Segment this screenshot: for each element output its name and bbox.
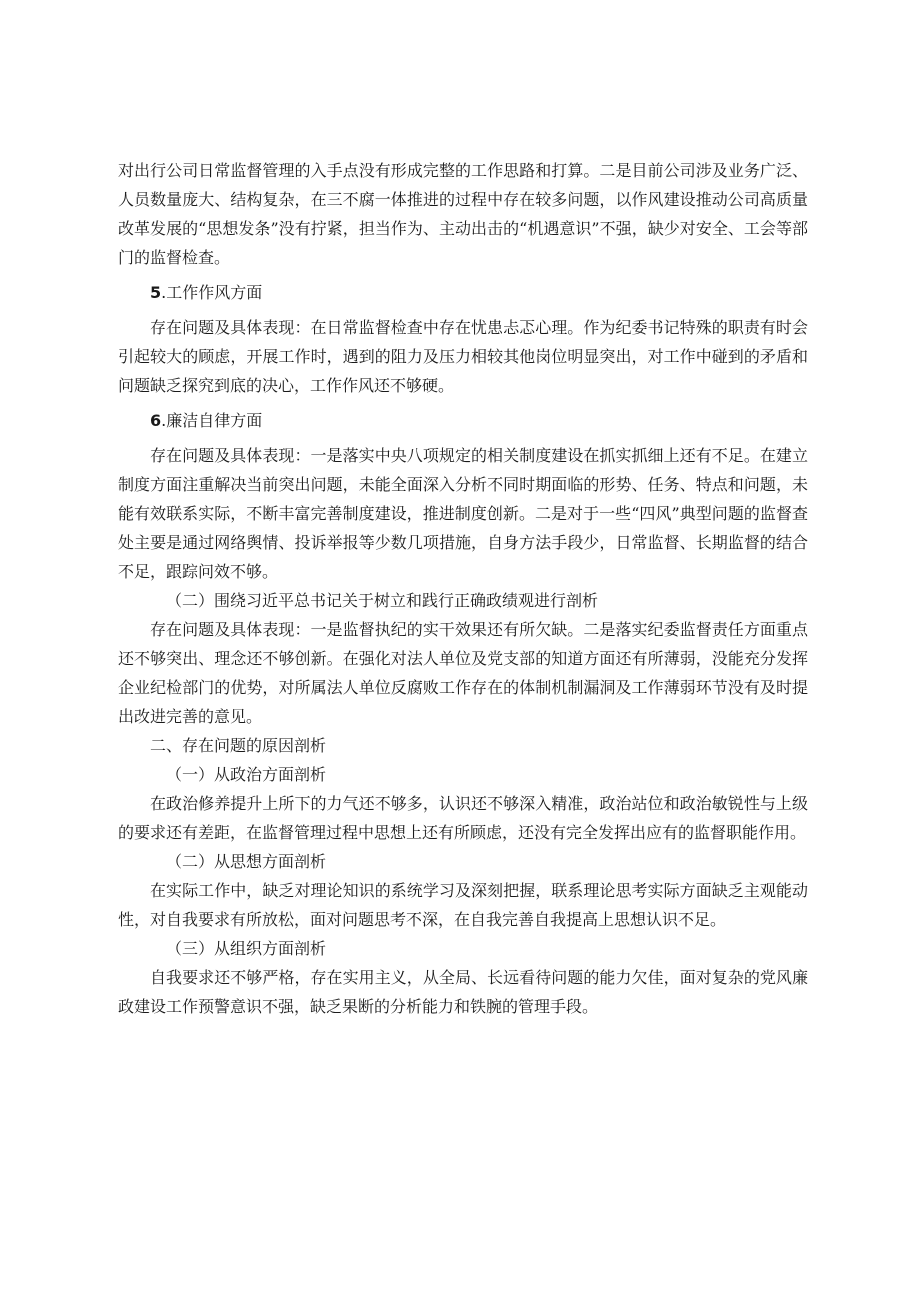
section-heading-causes: 二、存在问题的原因剖析 [150, 736, 327, 755]
heading-text: .廉洁自律方面 [161, 411, 263, 430]
paragraph-integrity: 存在问题及具体表现：一是落实中央八项规定的相关制度建设在抓实抓细上还有不足。在建立制度方面注重解决当前突出问题，未能全面深入分析不同时期面临的形势、任务、特点和问题，未能有效联系实际，不断丰富完善制度建设，推进制度创新。二是对于一些“四风”典型问题的监督查处主要是通过网络舆情、投诉举报等少数几项措施，自身方法手段少，日常监督、长期监督的结合不足，跟踪问效不够。 [118, 446, 808, 581]
subheading-performance-view: （二）围绕习近平总书记关于树立和践行正确政绩观进行剖析 [166, 591, 599, 610]
heading-integrity [118, 406, 808, 435]
paragraph-ideological: 在实际工作中，缺乏对理论知识的系统学习及深刻把握，联系理论思考实际方面缺乏主观能动性，对自我要求有所放松，面对问题思考不深，在自我完善自我提高上思想认识不足。 [118, 881, 808, 929]
document-page [118, 156, 808, 1021]
paragraph-organizational: 自我要求还不够严格，存在实用主义，从全局、长远看待问题的能力欠佳，面对复杂的党风廉政建设工作预警意识不强，缺乏果断的分析能力和铁腕的管理手段。 [118, 968, 808, 1016]
heading-work-style [118, 278, 808, 307]
heading-text: .工作作风方面 [161, 283, 263, 302]
subheading-ideological: （二）从思想方面剖析 [166, 852, 327, 871]
paragraph-continuation: 对出行公司日常监督管理的入手点没有形成完整的工作思路和打算。二是目前公司涉及业务广泛、人员数量庞大、结构复杂，在三不腐一体推进的过程中存在较多问题，以作风建设推动公司高质量改革发展的“思想发条”没有拧紧，担当作为、主动出击的“机遇意识”不强，缺少对安全、工会等部门的监督检查。 [118, 161, 808, 267]
paragraph-performance-view: 存在问题及具体表现：一是监督执纪的实干效果还有所欠缺。二是落实纪委监督责任方面重点还不够突出、理念还不够创新。在强化对法人单位及党支部的知道方面还有所薄弱，没能充分发挥企业纪检部门的优势，对所属法人单位反腐败工作存在的体制机制漏洞及工作薄弱环节没有及时提出改进完善的意见。 [118, 620, 808, 726]
subheading-political: （一）从政治方面剖析 [166, 765, 327, 784]
paragraph-political: 在政治修养提升上所下的力气还不够多，认识还不够深入精准，政治站位和政治敏锐性与上级的要求还有差距，在监督管理过程中思想上还有所顾虑，还没有完全发挥出应有的监督职能作用。 [118, 794, 808, 842]
heading-number: 5 [150, 283, 162, 302]
paragraph-work-style: 存在问题及具体表现：在日常监督检查中存在忧患忐忑心理。作为纪委书记特殊的职责有时会引起较大的顾虑，开展工作时，遇到的阻力及压力相较其他岗位明显突出，对工作中碰到的矛盾和问题缺乏探究到底的决心，工作作风还不够硬。 [118, 318, 808, 395]
heading-number: 6 [150, 411, 162, 430]
subheading-organizational: （三）从组织方面剖析 [166, 939, 327, 958]
